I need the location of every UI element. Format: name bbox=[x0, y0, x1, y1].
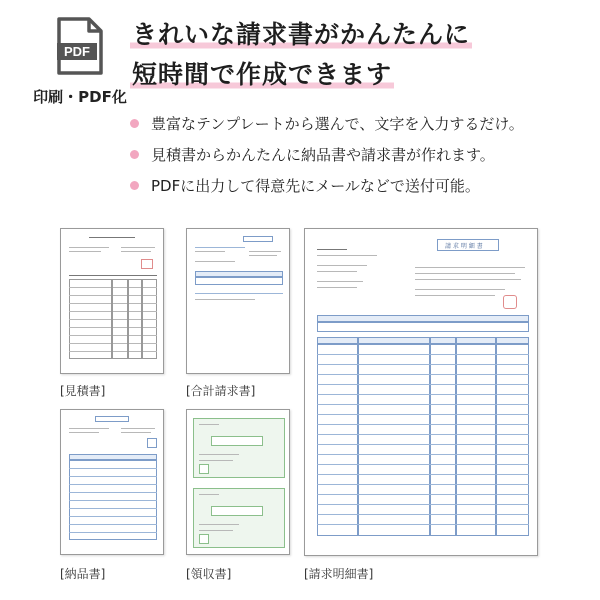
pdf-caption: 印刷・PDF化 bbox=[33, 88, 127, 106]
total-invoice-caption: [合計請求書] bbox=[186, 384, 256, 398]
estimate-caption: [見積書] bbox=[60, 384, 106, 398]
feature-text: PDFに出力して得意先にメールなどで送付可能。 bbox=[151, 177, 480, 195]
statement-doc-title: 請 求 明 細 書 bbox=[445, 243, 483, 250]
statement-template-thumbnail[interactable] bbox=[304, 228, 538, 556]
feature-item bbox=[130, 170, 590, 201]
pdf-icon-label: PDF bbox=[64, 44, 90, 59]
delivery-caption: [納品書] bbox=[60, 567, 106, 581]
feature-list bbox=[130, 108, 590, 201]
headline bbox=[130, 18, 590, 98]
statement-caption: [請求明細書] bbox=[304, 567, 374, 581]
headline-line-2: 短時間で作成できます bbox=[130, 58, 394, 92]
headline-line-1: きれいな請求書がかんたんに bbox=[130, 18, 472, 52]
pdf-file-icon bbox=[57, 17, 103, 75]
estimate-template-thumbnail[interactable] bbox=[60, 228, 164, 374]
receipt-caption: [領収書] bbox=[186, 567, 232, 581]
delivery-template-thumbnail[interactable] bbox=[60, 409, 164, 555]
receipt-template-thumbnail[interactable] bbox=[186, 409, 290, 555]
feature-text: 豊富なテンプレートから選んで、文字を入力するだけ。 bbox=[151, 115, 524, 133]
bullet-dot-icon bbox=[130, 181, 139, 190]
bullet-dot-icon bbox=[130, 150, 139, 159]
feature-item bbox=[130, 108, 590, 139]
feature-item bbox=[130, 139, 590, 170]
feature-text: 見積書からかんたんに納品書や請求書が作れます。 bbox=[151, 146, 495, 164]
bullet-dot-icon bbox=[130, 119, 139, 128]
total-invoice-template-thumbnail[interactable] bbox=[186, 228, 290, 374]
